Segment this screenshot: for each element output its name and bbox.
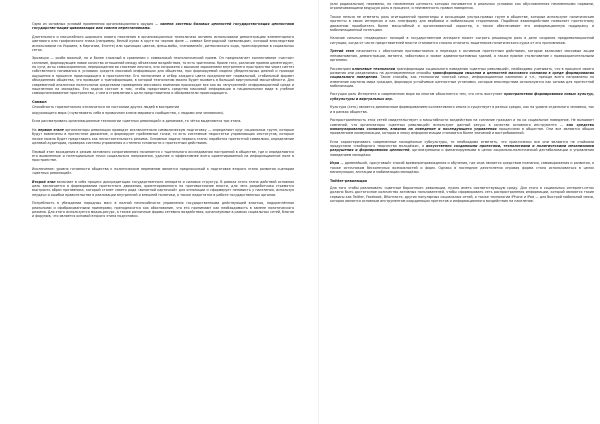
paragraph: Растущая роль Интернета в современном мире во многом объясняется тем, что сеть выступает пространством формирования новых культур, субкультуры и виртуальных игр. bbox=[330, 92, 595, 101]
highlight-phrase: искусственно созданными проектами, технологиями и политическими механизмами разрушения и формирования ценностей bbox=[330, 144, 595, 153]
paragraph: Потребность в убеждении народных масс в полной неспособности управления государственными действующей властью, подкреплённая реальными и сфабрикованными примерами, преподносится как обоснование, что его принимают как необходимость в замене политического режима. Для этого используется медиа-ресурс, а также различные формы сетевого воздействия, организуемые в рамках социальных сетей, блогов и форумов, что является основой второго этапа подготовки. bbox=[32, 201, 295, 219]
highlight-phrase: пространством формирования новых культур, субкультуры и виртуальных игр. bbox=[330, 92, 595, 101]
highlight-phrase: как средство манипулирования сознанием, влияния на поведение и последующего управления bbox=[330, 122, 594, 131]
paragraph: Длительного и масштабного широкого охвата населения в организационных технологиях активно использовали демонстрацию элементарного цветового или графического знака (например, белый кулак в круге на черном фоне — символ Белградской «революции», который впоследствии использовали на Украине, в Киргизии, Египте) или кричащих цветов, флэш-мобы, «напоминай», ритмического кода, транслируемые в социальных сетях. bbox=[32, 34, 294, 52]
stage-three-label: Третий этап bbox=[330, 49, 355, 54]
paragraph: Способность горизонтально отключиться на состоянии других людей в восприятии bbox=[32, 105, 180, 110]
paragraph: Также нельзя не отметить роль агитационной пропаганды и ассоциации ультра-правых групп в обществе, которые используют политические протесты в своих интересах и как платформу для вербовки и мобилизации сторонников. Подобное взаимодействие позволяет протестному движению приобретать более масштабный и организованный характер, а также обеспечивает его информационную поддержку и мобилизационный потенциал. bbox=[330, 14, 594, 32]
paragraph: Игра — древнейший, «досуговый» способ времяпрепровождения и обучения, где игра является средством познания, самовыражения и развития, а также источником бесконечных возможностей и форм. Однако в последние десятилетия игровая форма стала использоваться в целях манипуляции, агитации и мобилизации молодёжи. bbox=[330, 161, 594, 174]
paragraph: Второй этап включает в себя процесс дискредитации государственного аппарата и силовых структур. В рамках этого этапа действий основная цель заключается в формировании протестного движения, ориентированного на противостояние власти, для чего разработчики стремятся выстроить образ противника, который станет своего рода «визитной карточкой» для оппозиции и сформирует ненависть у населения, используя неудачи и ошибки правительства в реализации внутренней и внешней политики, а также недостатки в работе государственных органов. bbox=[32, 179, 295, 197]
game-label: Игра bbox=[330, 161, 340, 166]
section-heading-twitter-revolution: Twitter-революция bbox=[330, 178, 367, 183]
column-gutter bbox=[318, 0, 319, 424]
paragraph: (или радикальные) перемены, но неизменная ценность которых понимается в реальных условиях как обусловленная неизменными нормами, ограничивающими ведущую роль в процессе, и неизменность правил поведения. bbox=[330, 2, 594, 11]
paragraph: Одна из основных условий применения организационного орудия — замена системы базовых ценностей государство-нация ценностями государство-нация-цивилизация или совсем перестановками. bbox=[32, 22, 294, 31]
paragraph: Если рассматривать организационные технологии «цветных революций» в динамике, то чётко выделяются три этапа. bbox=[32, 119, 242, 124]
paragraph: Эрозиция — особо важный, но и более сложный в сравнении с символикой технологический прием. Он предполагает коллективное «чистое» сознание, формирующее новое качество отношений между объектами воздействия, то есть зрителями. Кроме того, различие приема цементирует, по сути, акты самосохранения, перерождения во спасение личного, оно сопряжено с высоким заражением внутреннего пространства через синтез собственного понимания в условиях средств массовой информации для общества, при формируемой модели убедительных деяний и приходе ощущения в процессе происходящего в пространстве. Его назначение и отбор каждого цвета предполагает нормальный, стабильный формат объединения общества, что приводит к трансформации, в которой технологию можно будет выявить в большой виртуальной масштабности. Для современной аналитики политологов средствами приведения массового внимания происходят все как во «внутренней» информационной среде и нацеленная на молодёжь. Его задача состоит в том, чтобы представить средства массовой информации в национальном виде в учебное самоорганизованное пространство, с чем в стремлении к цели представители и обозреватели происходящего. bbox=[32, 56, 294, 96]
paragraph: Распространённость этих сетей свидетельствует о масштабности воздействия на сознание граждан и на их социальное поведение. Не вызывает сомнений, что организаторы «цветных революций» используют данный ресурс в качестве основного инструмента — как средство манипулирования сознанием, влияния на поведение и последующего управления процессами в обществе. Они все являются общим проявлением коммуникации, которая в эпоху информатизации становится более значимой и востребованной. bbox=[330, 118, 595, 136]
paragraph: Третий этап начинается с обострения противостояния и перехода к активным протестным действиям, которые включают массовые акции неповиновения, демонстрации, митинги, забастовки и захват административных зданий, а также прямое столкновение с правоохранительными органами. bbox=[330, 49, 594, 62]
stage-two-label: Второй этап bbox=[32, 179, 56, 184]
highlight-phrase: трансформации смыслов и ценностей массового сознания в среде формирования социального поведения bbox=[330, 70, 594, 80]
stage-one-label: первом этапе bbox=[37, 127, 64, 132]
highlight-phrase: замена системы базовых ценностей государство-нация ценностями государство-нация-цивилизация или совсем перестановками. bbox=[32, 22, 294, 31]
paragraph: Если характеризовать современные молодёжные субкультуры, то необходимо отметить, что практически все они являются не стойкими продуктами «свободного творчества молодёжи», а искусственно созданными проектами, технологиями и политическими механизмами разрушения и формирования ценностей, организуемыми и финансируемыми в целях социально-политической дестабилизации и управления поведением молодёжи. bbox=[330, 139, 595, 157]
paragraph: Наличие сильных «подводных» позиций в государственном аппарате может сыграть решающую роль в деле создания предреволюционной ситуации, когда от части представителей власти становится сложно отличить защитников политического курса от его противников. bbox=[330, 36, 594, 45]
section-heading-symbols: Символ bbox=[32, 99, 47, 104]
highlight-phrase: ключевые технологии bbox=[352, 66, 396, 71]
right-column bbox=[330, 2, 594, 207]
left-column bbox=[32, 22, 294, 223]
paragraph: Первый этап вхождения в режим активного сопротивления начинается с тщательного исследования настроений в обществе, где и определяются его выявленные и потенциальные точки социального напряжения, удачнее и эффективнее всего ориентированной на информационное поле в пространстве. bbox=[32, 149, 294, 163]
paragraph: Рассмотрим ключевые технологии трансформации социального поведения «цветных революций», необходимо учитывать, что в процессе своего развития они разделились на долговременные способы трансформации смыслов и ценностей массового сознания в среде формирования социального поведения. Такие способы, как технологии «мягкой силы», информационные кампании и т.п., прежде всего направлены на изменение картины мира граждан, формируя устойчивые ценностные установки, которые впоследствии используются как основа для протестной мобилизации. bbox=[330, 66, 594, 88]
paragraph: окружающего мира («чувствовать себя в привычном ключе мирового сообщества, с людьми или человеком). bbox=[32, 110, 224, 115]
paragraph: Культура (сеть) является динамичным формированием коллективного опыта и существует в разных средах, как на уровне отдельного человека, так и в рамках общества. bbox=[330, 105, 594, 114]
paragraph: Для того чтобы реализовать «цветные бархатные» революции, нужно иметь соответствующую среду. Для этого в социальных интернет-сетях должно быть достаточное количество активных пользователей, чтобы сформировать сеть распространения информации, которой являются такие сервисы как Twitter, Facebook, ВКонтакте, других популярных социальных сетей, а также технологии iPhone и iPad — для быстрой мобильной связи, которая является основным инструментом координации протестов и информационного воздействия на население. bbox=[330, 185, 594, 203]
paragraph: Исключение: уровня готовности общества к политическим переменам является предпосылкой к подготовке второго этапа развития сценария «цветных революций». bbox=[32, 166, 294, 176]
paragraph: На первом этапе организаторы революции проводят исключительно символическую подготовку — определяют круг социальных групп, которые будут вовлечены в протестное движение, и формируют проблемные точки, то есть системные недостатки управляющих институтов, которые позже можно будет представить как несостоятельность режима. Основные задачи первого этапа: наработка протестной символики, определение целевой аудитории, проверка системы управления и степени готовности к протестным действиям. bbox=[32, 127, 295, 145]
